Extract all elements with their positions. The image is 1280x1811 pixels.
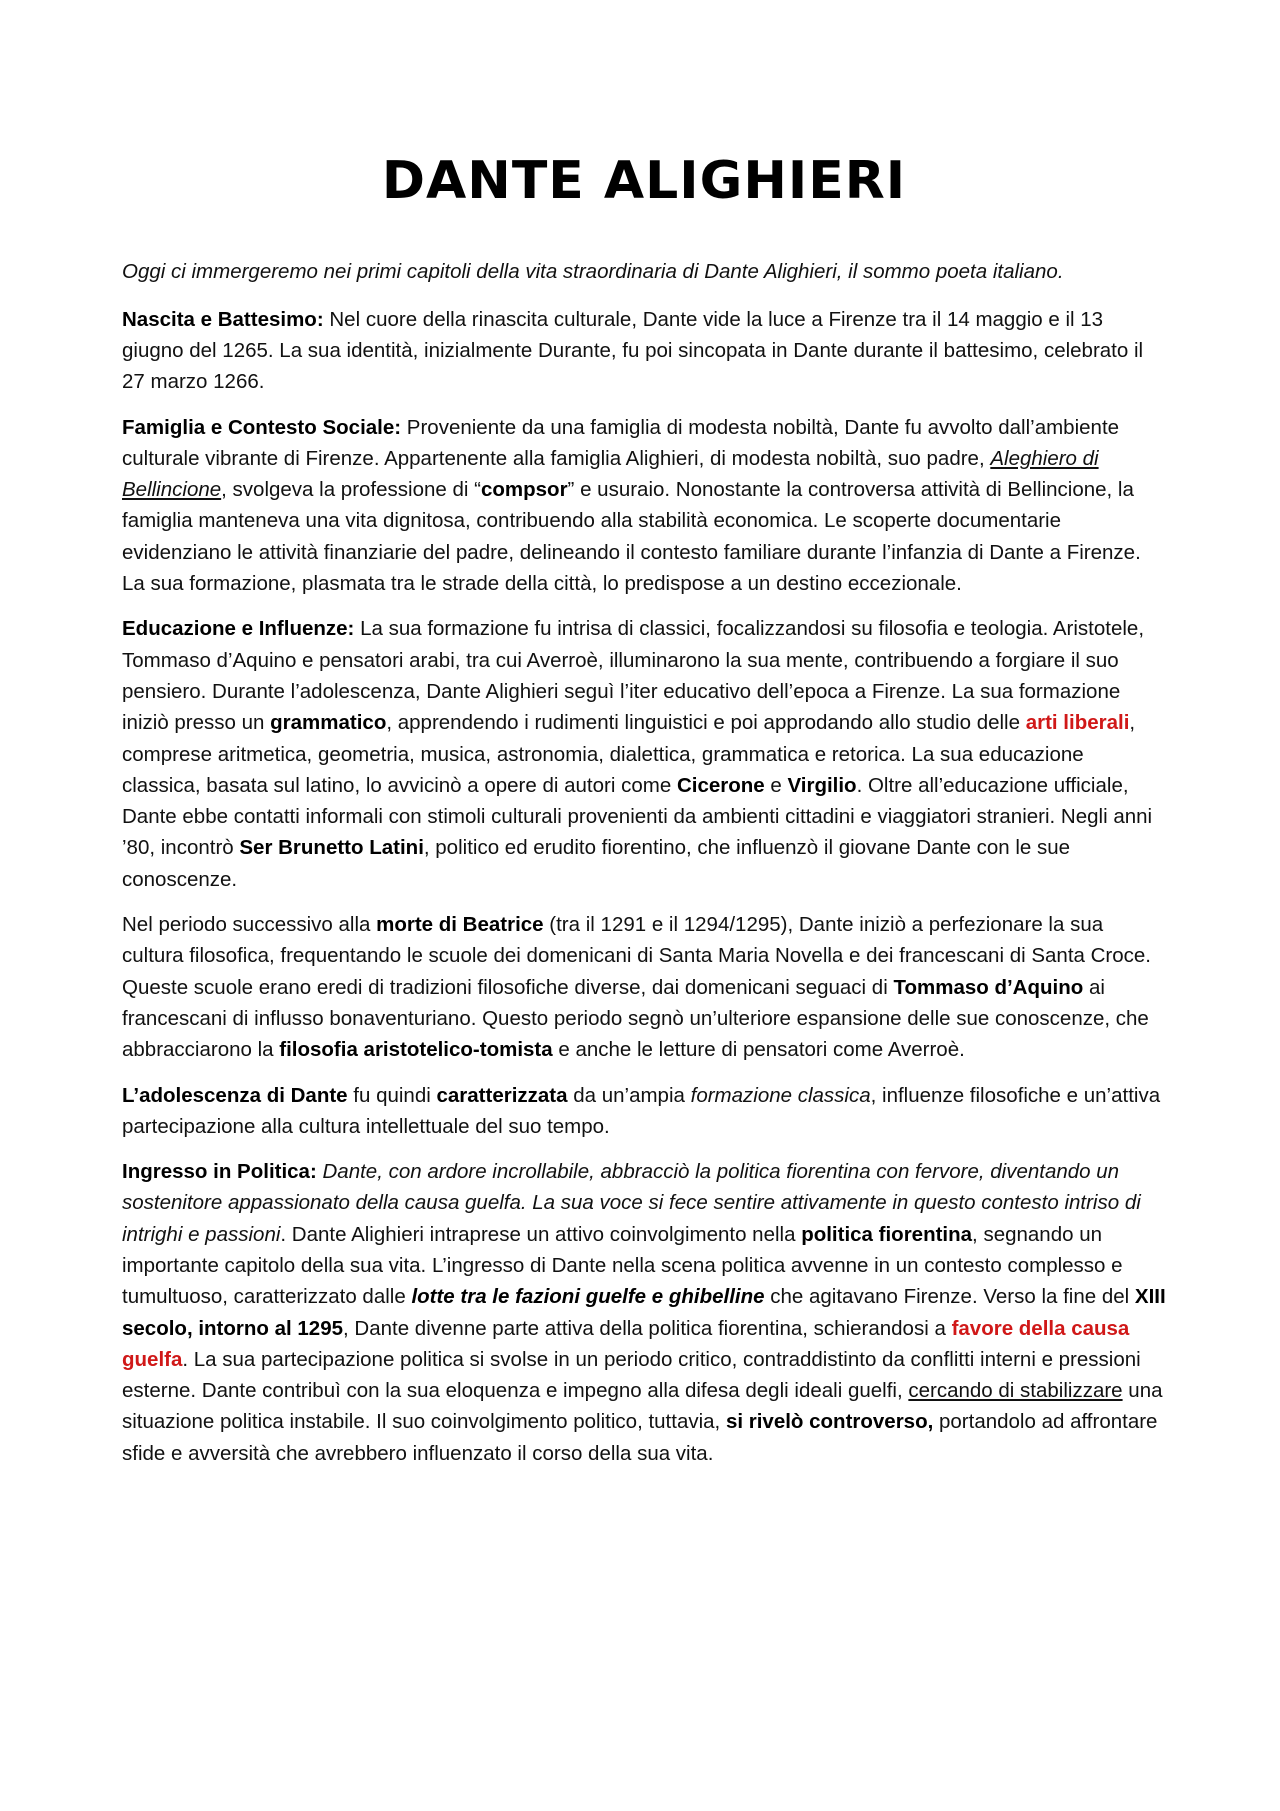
text: ” e usuraio. Nonostante la controversa attività di Bellincione, la famiglia manteneva una vita dignitosa, contribuendo alla stabilità economica. Le scoperte documentarie evidenziano le attività finanziarie del padre, delineando il contesto familiare durante l’infanzia di Dante a Firenze. La sua formazione, plasmata tra le strade della città, lo predispose a un destino eccezionale. <box>122 478 1141 596</box>
intro-paragraph <box>122 256 1166 287</box>
text: che agitavano Firenze. Verso la fine del <box>764 1285 1135 1309</box>
text: una situazione politica instabile. Il suo coinvolgimento politico, tuttavia, <box>122 1379 1163 1434</box>
paragraph-famiglia <box>122 412 1166 600</box>
page-title: DANTE ALIGHIERI <box>381 151 907 211</box>
term-compsor: compsor <box>480 478 568 502</box>
text: . La sua partecipazione politica si svolse in un periodo critico, contraddistinto da conflitti interni e pressioni esterne. Dante contribuì con la sua eloquenza e impegno alla difesa degli ideali guelfi, <box>122 1347 1141 1403</box>
text: da un’ampia <box>567 1083 691 1107</box>
text: Nel periodo successivo alla <box>122 913 377 937</box>
term-stabilizzare: cercando di stabilizzare <box>908 1379 1123 1403</box>
intro-text: Oggi ci immergeremo nei primi capitoli della vita straordinaria di Dante Alighieri, il sommo poeta italiano. <box>122 260 1064 284</box>
text: . Dante Alighieri intraprese un attivo coinvolgimento nella <box>280 1222 802 1246</box>
paragraph-educazione <box>122 613 1166 895</box>
heading-educazione: Educazione e Influenze: <box>122 617 355 641</box>
text: fu quindi <box>347 1083 437 1107</box>
term-xiii-secolo: XIII secolo, intorno al 1295 <box>122 1285 1166 1340</box>
heading-politica: Ingresso in Politica: <box>122 1160 317 1184</box>
father-name-link: Aleghiero di Bellincione <box>122 446 1099 502</box>
text: e anche le letture di pensatori come Averroè. <box>552 1038 965 1062</box>
text: ai francescani di influsso bonaventuriano. Questo periodo segnò un’ulteriore espansione delle sue conoscenze, che abbracciarono la <box>122 975 1149 1062</box>
text: La sua formazione fu intrisa di classici, focalizzandosi su filosofia e teologia. Aristotele, Tommaso d’Aquino e pensatori arabi, tra cui Averroè, illuminarono la sua mente, contribuendo a forgiare il suo pensiero. Durante l’adolescenza, Dante Alighieri seguì l’iter educativo dell’epoca a Firenze. La sua formazione iniziò presso un <box>122 617 1145 735</box>
text: Nel cuore della rinascita culturale, Dante vide la luce a Firenze tra il 14 maggio e il 13 giugno del 1265. La sua identità, inizialmente Durante, fu poi sincopata in Dante durante il battesimo, celebrato il 27 marzo 1266. <box>122 307 1144 394</box>
text: . Oltre all’educazione ufficiale, Dante ebbe contatti informali con stimoli culturali provenienti da ambienti cittadini e viaggiatori stranieri. Negli anni ’80, incontrò <box>122 773 1153 860</box>
term-causa-guelfa: favore della causa guelfa <box>122 1316 1130 1371</box>
term-caratterizzata: caratterizzata <box>436 1083 568 1107</box>
term-adolescenza: L’adolescenza di Dante <box>122 1083 348 1107</box>
text: , svolgeva la professione di “ <box>221 478 481 502</box>
text: , Dante divenne parte attiva della politica fiorentina, schierandosi a <box>343 1316 952 1340</box>
paragraph-nascita <box>122 304 1166 398</box>
term-morte-beatrice: morte di Beatrice <box>376 913 544 937</box>
italic-intro: Dante, con ardore incrollabile, abbracciò la politica fiorentina con fervore, diventando un sostenitore appassionato della causa guelfa. La sua voce si fece sentire attivamente in questo contesto intriso di intrighi e passioni <box>122 1160 1141 1246</box>
paragraph-adolescenza <box>122 1080 1166 1143</box>
text: Proveniente da una famiglia di modesta nobiltà, Dante fu avvolto dall’ambiente culturale vibrante di Firenze. Appartenente alla famiglia Alighieri, di modesta nobiltà, suo padre, <box>122 415 1120 470</box>
term-politica-fiorentina: politica fiorentina <box>801 1222 973 1246</box>
term-virgilio: Virgilio <box>787 773 857 797</box>
text: , segnando un importante capitolo della sua vita. L’ingresso di Dante nella scena politica avvenne in un contesto complesso e tumultuoso, caratterizzato dalle <box>122 1222 1123 1309</box>
text: (tra il 1291 e il 1294/1295), Dante iniziò a perfezionare la sua cultura filosofica, frequentando le scuole dei domenicani di Santa Maria Novella e dei francescani di Santa Croce. Queste scuole erano eredi di tradizioni filosofiche diverse, dai domenicani seguaci di <box>122 913 1152 999</box>
term-tommaso: Tommaso d’Aquino <box>893 975 1084 999</box>
term-filosofia-tomista: filosofia aristotelico-tomista <box>279 1038 553 1062</box>
term-cicerone: Cicerone <box>676 773 765 797</box>
text: e <box>764 773 788 797</box>
paragraph-beatrice <box>122 909 1166 1065</box>
term-controverso: si rivelò controverso, <box>725 1410 934 1434</box>
text: , apprendendo i rudimenti linguistici e poi approdando allo studio delle <box>386 711 1026 735</box>
text: , influenze filosofiche e un’attiva partecipazione alla cultura intellettuale del suo tempo. <box>122 1083 1161 1138</box>
term-arti-liberali: arti liberali <box>1025 711 1130 735</box>
text: , comprese aritmetica, geometria, musica, astronomia, dialettica, grammatica e retorica. La sua educazione classica, basata sul latino, lo avvicinò a opere di autori come <box>122 711 1136 797</box>
paragraph-politica <box>122 1156 1166 1469</box>
term-brunetto-latini: Ser Brunetto Latini <box>239 836 424 860</box>
text: , politico ed erudito fiorentino, che influenzò il giovane Dante con le sue conoscenze. <box>122 836 1071 891</box>
term-formazione-classica: formazione classica <box>690 1083 871 1107</box>
heading-famiglia: Famiglia e Contesto Sociale: <box>122 415 402 439</box>
heading-nascita: Nascita e Battesimo: <box>122 307 324 331</box>
term-lotte-fazioni: lotte tra le fazioni guelfe e ghibelline <box>411 1285 765 1309</box>
text: portandolo ad affrontare sfide e avversità che avrebbero influenzato il corso della sua vita. <box>122 1410 1158 1465</box>
term-grammatico: grammatico <box>270 711 387 735</box>
